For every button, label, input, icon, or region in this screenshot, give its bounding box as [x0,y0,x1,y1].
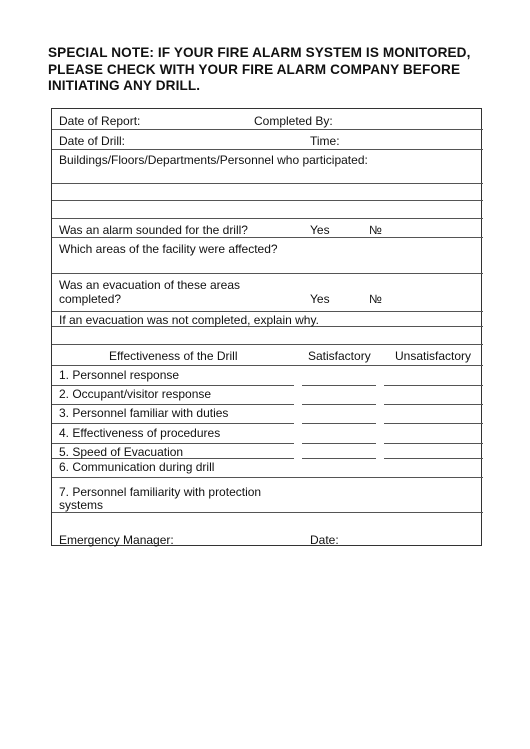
rating-item-2: 2. Occupant/visitor response [59,387,212,401]
evac-question-line-1: Was an evacuation of these areas [59,278,240,292]
unsatisfactory-rule[interactable] [384,404,483,405]
rating-item-3: 3. Personnel familiar with duties [59,406,229,420]
item-rule [52,423,294,424]
row-divider [52,273,483,274]
satisfactory-header: Satisfactory [308,349,371,363]
special-note [48,45,488,95]
item-rule [52,404,294,405]
special-note-line-1: SPECIAL NOTE: IF YOUR FIRE ALARM SYSTEM IS MONITORED, [48,45,471,60]
row-divider [52,344,483,345]
rating-item-1: 1. Personnel response [59,368,180,382]
row-divider [52,149,483,150]
areas-question: Which areas of the facility were affected? [59,242,278,256]
row-divider [52,311,483,312]
satisfactory-rule[interactable] [302,443,376,444]
item-rule [52,443,294,444]
row-divider [52,129,483,130]
row-divider [52,365,483,366]
item-rule [52,385,294,386]
rating-item-7-line-1: 7. Personnel familiarity with protection [59,485,262,499]
unsatisfactory-rule[interactable] [384,385,483,386]
satisfactory-rule[interactable] [302,423,376,424]
unsatisfactory-rule[interactable] [384,458,483,459]
drill-report-form [51,108,482,546]
row-divider [52,512,483,513]
evac-no-option[interactable]: № [369,292,382,306]
alarm-yes-option[interactable]: Yes [310,223,330,237]
special-note-line-3: INITIATING ANY DRILL. [48,78,201,93]
date-label: Date: [310,533,339,547]
time-label: Time: [310,134,340,148]
satisfactory-rule[interactable] [302,458,376,459]
emergency-manager-label: Emergency Manager: [59,533,174,547]
rating-item-6: 6. Communication during drill [59,460,215,474]
evac-question-line-2: completed? [59,292,122,306]
rating-item-7-line-2: systems [59,498,104,512]
date-of-drill-label: Date of Drill: [59,134,126,148]
evac-explain-label: If an evacuation was not completed, explain why. [59,313,319,327]
row-divider [52,477,483,478]
unsatisfactory-rule[interactable] [384,443,483,444]
row-divider [52,183,483,184]
satisfactory-rule[interactable] [302,385,376,386]
alarm-question: Was an alarm sounded for the drill? [59,223,248,237]
row-divider [52,200,483,201]
special-note-line-2: PLEASE CHECK WITH YOUR FIRE ALARM COMPANY BEFORE [48,61,461,77]
completed-by-label: Completed By: [254,114,333,128]
row-divider [52,218,483,219]
row-divider [52,237,483,238]
satisfactory-rule[interactable] [302,404,376,405]
evac-yes-option[interactable]: Yes [310,292,330,306]
participants-label: Buildings/Floors/Departments/Personnel who participated: [59,153,368,167]
date-of-report-label: Date of Report: [59,114,141,128]
effectiveness-header: Effectiveness of the Drill [109,349,238,363]
unsatisfactory-rule[interactable] [384,423,483,424]
rating-item-5: 5. Speed of Evacuation [59,445,184,459]
alarm-no-option[interactable]: № [369,223,382,237]
rating-item-4: 4. Effectiveness of procedures [59,426,221,440]
unsatisfactory-header: Unsatisfactory [395,349,472,363]
